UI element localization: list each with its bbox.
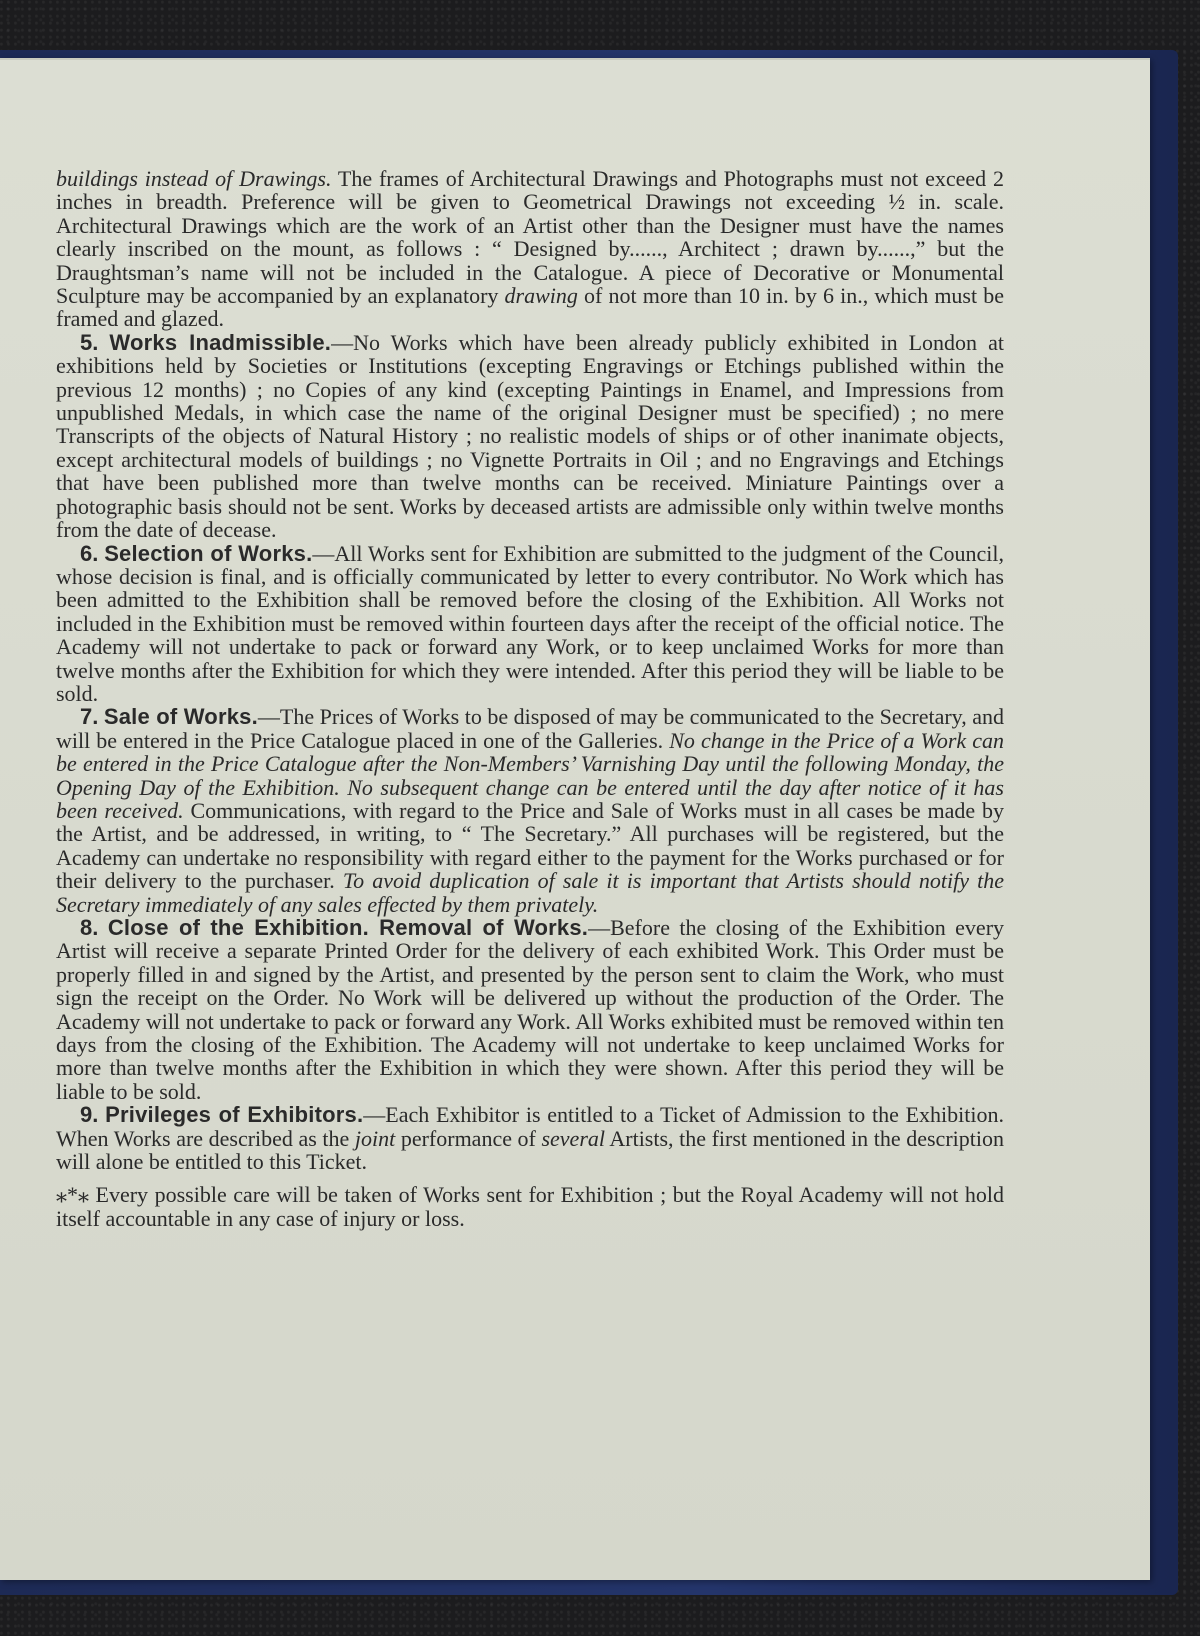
intro-lead-italic: buildings instead of Drawings. — [56, 166, 332, 191]
section-number: 8. — [80, 915, 99, 940]
section-number: 6. — [80, 540, 99, 566]
section-7 — [56, 705, 1004, 916]
section-text: —No Works which have been already publicly exhibited in London at exhibitions held by Societies or Institutions (excepting Engravings or Etchings published within the previous 12 months) ; no Copies of any kind (excepting Paintings in Enamel, and Impressions from unpublished Medals, in which case the name of the original Designer must be specified) ; no mere Transcripts of the objects of Natural History ; no realistic models of ships or of other inanimate objects, except architectural models of buildings ; no Vignette Portraits in Oil ; and no Engravings and Etchings that have been published more than twelve months can be received. Miniature Paintings over a photographic basis should not be sent. Works by deceased artists are admissible only within twelve months from the date of decease. — [56, 329, 1004, 543]
section-italic-joint: joint — [354, 1125, 396, 1151]
footnote — [56, 1183, 1004, 1230]
section-heading: Close of the Exhibition. Removal of Works. — [107, 915, 589, 940]
section-8 — [56, 916, 1004, 1103]
section-italic-price-change: No change in the Price of a Work can be entered in the Price Catalogue after the Non-Members’ Varnishing Day until the following Monday, the Opening Day of the Exhibition. No subsequent change can be entered until the day after notice of it has been received. — [56, 727, 1005, 823]
section-italic-several: several — [541, 1125, 605, 1151]
section-text-continued: performance of — [395, 1125, 542, 1151]
section-text-continued: Communications, with regard to the Price and Sale of Works must in all cases be made by the Artist, and be addressed, in writing, to “ The Secretary.” All purchases will be registered, but the Academy can undertake no responsibility with regard either to the payment for the Works purchased or for their delivery to the purchaser. — [56, 797, 1004, 894]
section-6 — [56, 542, 1004, 706]
section-number: 7. — [80, 704, 99, 730]
section-heading: Works Inadmissible. — [109, 329, 332, 355]
section-5 — [56, 331, 1004, 542]
section-text: —The Prices of Works to be disposed of may be communicated to the Secretary, and will be entered in the Price Catalogue placed in one of the Galleries. — [56, 704, 1005, 753]
footnote-text: Every possible care will be taken of Works sent for Exhibition ; but the Royal Academy will not hold itself accountable in any case of injury or loss. — [56, 1182, 1004, 1231]
section-text: —All Works sent for Exhibition are submitted to the judgment of the Council, whose decision is final, and is officially communicated by letter to every contributor. No Work which has been admitted to the Exhibition shall be removed before the closing of the Exhibition. All Works not included in the Exhibition must be removed within fourteen days after the receipt of the official notice. The Academy will not undertake to pack or forward any Work, or to keep unclaimed Works for more than twelve months after the Exhibition for which they were intended. After this period they will be liable to be sold. — [56, 540, 1004, 706]
intro-paragraph — [56, 167, 1004, 331]
intro-italic-drawing: drawing — [504, 283, 578, 309]
section-text-end: Artists, the first mentioned in the description will alone be entitled to this Ticket. — [56, 1125, 1004, 1175]
section-heading: Selection of Works. — [104, 540, 313, 566]
section-heading: Privileges of Exhibitors. — [105, 1102, 364, 1128]
intro-text: The frames of Architectural Drawings and Photographs must not exceed 2 inches in breadth. Preference will be given to Geometrical Drawings not exceeding ½ in. scale. Architectural Drawings which are the work of an Artist other than the Designer must have the names clearly inscribed on the mount, as follows : “ Designed by......, Architect ; drawn by......,” but the Draughtsman’s name will not be included in the Catalogue. A piece of Decorative or Monumental Sculpture may be accompanied by an explanatory — [56, 166, 1005, 309]
section-italic-duplication: To avoid duplication of sale it is important that Artists should notify the Secretary immediately of any sales effected by them privately. — [56, 868, 1004, 917]
section-number: 5. — [80, 329, 99, 355]
section-text: —Before the closing of the Exhibition every Artist will receive a separate Printed Order for the delivery of each exhibited Work. This Order must be properly filled in and signed by the Artist, and presented by the person sent to claim the Work, who must sign the receipt on the Order. No Work will be delivered up without the production of the Order. The Academy will not undertake to pack or forward any Work. All Works exhibited must be removed within ten days from the closing of the Exhibition. The Academy will not undertake to keep unclaimed Works for more than twelve months after the Exhibition in which they were shown. After this period they will be liable to be sold. — [56, 915, 1005, 1104]
regulations-text — [56, 167, 1004, 1230]
section-text: —Each Exhibitor is entitled to a Ticket of Admission to the Exhibition. When Works are described as the — [56, 1102, 1004, 1151]
section-heading: Sale of Works. — [103, 704, 258, 730]
section-number: 9. — [80, 1102, 99, 1128]
section-9 — [56, 1103, 1004, 1173]
asterism-mark: ⁎*⁎ — [56, 1182, 89, 1208]
intro-text-end: of not more than 10 in. by 6 in., which must be framed and glazed. — [56, 283, 1004, 332]
